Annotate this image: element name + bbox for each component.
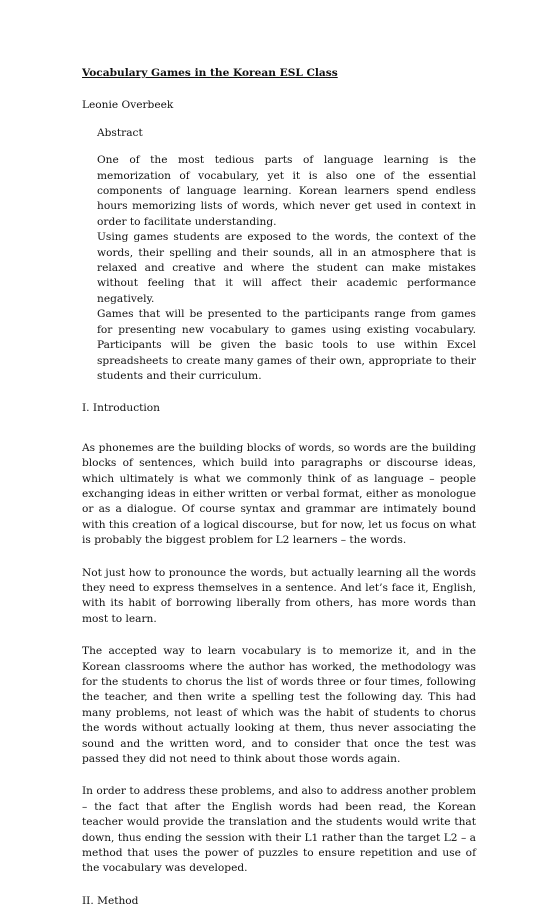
abstract-heading: Abstract: [97, 126, 143, 139]
author-name: Leonie Overbeek: [82, 99, 174, 112]
body-paragraph: The accepted way to learn vocabulary is to memorize it, and in the Korean classrooms where the author has worked, the methodology was for the students to chorus the list of words three or four times, following the teacher, and then write a spelling test the following day. This had many problems, not least of which was the habit of students to chorus the words without actually looking at them, thus never associating the sound and the written word, and to consider that once the test was passed they did not need to think about those words again.: [82, 645, 476, 766]
abstract-paragraph: Games that will be presented to the participants range from games for presenting new vocabulary to games using existing vocabulary. Participants will be given the basic tools to use within Excel spreadsheets to create many games of their own, appropriate to their students and their curriculum.: [97, 308, 476, 382]
body-paragraph: As phonemes are the building blocks of words, so words are the building blocks of sentences, which build into paragraphs or discourse ideas, which ultimately is what we commonly think of as language – people exchanging ideas in either written or verbal format, either as monologue or as a dialogue. Of course syntax and grammar are intimately bound with this creation of a logical discourse, but for now, let us focus on what is probably the biggest problem for L2 learners – the words.: [82, 441, 477, 547]
body-paragraph: Not just how to pronounce the words, but actually learning all the words they need to express themselves in a sentence. And let’s face it, English, with its habit of borrowing liberally from others, has more words than most to learn.: [82, 566, 476, 625]
document-body: [82, 66, 476, 909]
abstract-paragraph: Using games students are exposed to the words, the context of the words, their spelling and their sounds, all in an atmosphere that is relaxed and creative and where the student can make mistakes without feeling that it will affect their academic performance negatively.: [97, 231, 476, 305]
body-paragraph: In order to address these problems, and also to address another problem – the fact that after the English words had been read, the Korean teacher would provide the translation and the students would write that down, thus ending the session with their L1 rather than the target L2 – a method that uses the power of puzzles to ensure repetition and use of the vocabulary was developed.: [82, 785, 476, 875]
abstract-paragraph: One of the most tedious parts of language learning is the memorization of vocabulary, yet it is also one of the essential components of language learning. Korean learners spend endless hours memorizing lists of words, which never get used in context in order to facilitate understanding.: [97, 154, 476, 228]
section-heading-method: II. Method: [82, 894, 139, 907]
document-title: Vocabulary Games in the Korean ESL Class: [82, 67, 338, 79]
abstract-section: [82, 126, 476, 385]
section-heading-introduction: I. Introduction: [82, 402, 161, 415]
